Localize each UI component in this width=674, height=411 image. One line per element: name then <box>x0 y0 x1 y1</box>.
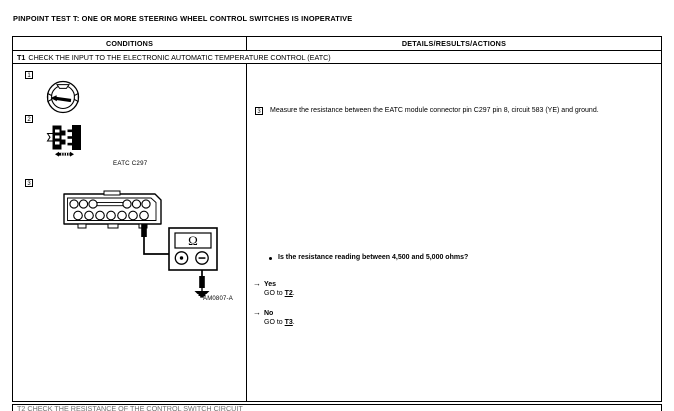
goto-prefix-yes: GO to <box>264 290 285 297</box>
pinpoint-test-table <box>12 36 662 402</box>
details-cell <box>247 64 661 401</box>
goto-suffix-yes: . <box>292 290 295 297</box>
step-number-3: 3 <box>25 179 33 187</box>
ignition-switch-icon <box>41 78 85 121</box>
test-step-id: T1 <box>17 52 26 62</box>
column-header-details: DETAILS/RESULTS/ACTIONS <box>401 39 507 48</box>
answer-no-head <box>253 309 295 318</box>
goto-link-t2[interactable]: T2 <box>284 290 293 297</box>
figure-reference-code: AM0807-A <box>203 296 233 302</box>
answer-no-label: No <box>264 310 274 317</box>
test-body-row <box>13 64 661 402</box>
question-text: Is the resistance reading between 4,500 and 5,000 ohms? <box>278 254 469 261</box>
goto-prefix-no: GO to <box>264 319 285 326</box>
measure-action <box>255 106 655 115</box>
column-header-conditions: CONDITIONS <box>13 37 247 50</box>
next-test-row-text: T2 CHECK THE RESISTANCE OF THE CONTROL SWITCH CIRCUIT <box>17 404 243 411</box>
answer-no-goto <box>264 318 295 327</box>
conditions-cell <box>13 64 247 401</box>
connector-disconnect-icon <box>43 122 83 163</box>
answer-yes-head <box>253 280 295 289</box>
goto-link-t3[interactable]: T3 <box>284 319 293 326</box>
ohm-symbol: Ω <box>188 233 198 248</box>
test-probe-positive <box>141 224 169 254</box>
page-title: PINPOINT TEST T: ONE OR MORE STEERING WHEEL CONTROL SWITCHES IS INOPERATIVE <box>13 14 353 23</box>
step-number-2: 2 <box>25 115 33 123</box>
connector-name-label: EATC C297 <box>113 160 148 167</box>
test-question <box>269 254 468 261</box>
ground-lead <box>195 270 210 298</box>
test-step-description: CHECK THE INPUT TO THE ELECTRONIC AUTOMATIC TEMPERATURE CONTROL (EATC) <box>28 52 331 62</box>
answer-yes <box>253 280 295 298</box>
table-header-row <box>13 37 661 51</box>
answer-yes-goto <box>264 289 295 298</box>
bullet-icon <box>269 257 272 260</box>
action-text: Measure the resistance between the EATC module connector pin C297 pin 8, circuit 583 (YE) and ground. <box>270 107 599 114</box>
arrow-right-icon: → <box>253 308 261 317</box>
eatc-connector-body <box>64 191 161 228</box>
answer-yes-label: Yes <box>264 281 277 288</box>
next-test-row-partial <box>12 404 662 411</box>
test-step-heading <box>13 51 661 63</box>
answer-no <box>253 309 295 327</box>
ohmmeter-test-diagram <box>61 190 231 305</box>
test-step-row <box>13 51 661 64</box>
action-step-number: 3 <box>255 107 263 115</box>
ohmmeter <box>169 228 217 270</box>
step-number-1: 1 <box>25 71 33 79</box>
arrow-right-icon: → <box>253 279 261 288</box>
goto-suffix-no: . <box>292 319 295 326</box>
conditions-diagram <box>13 64 247 402</box>
